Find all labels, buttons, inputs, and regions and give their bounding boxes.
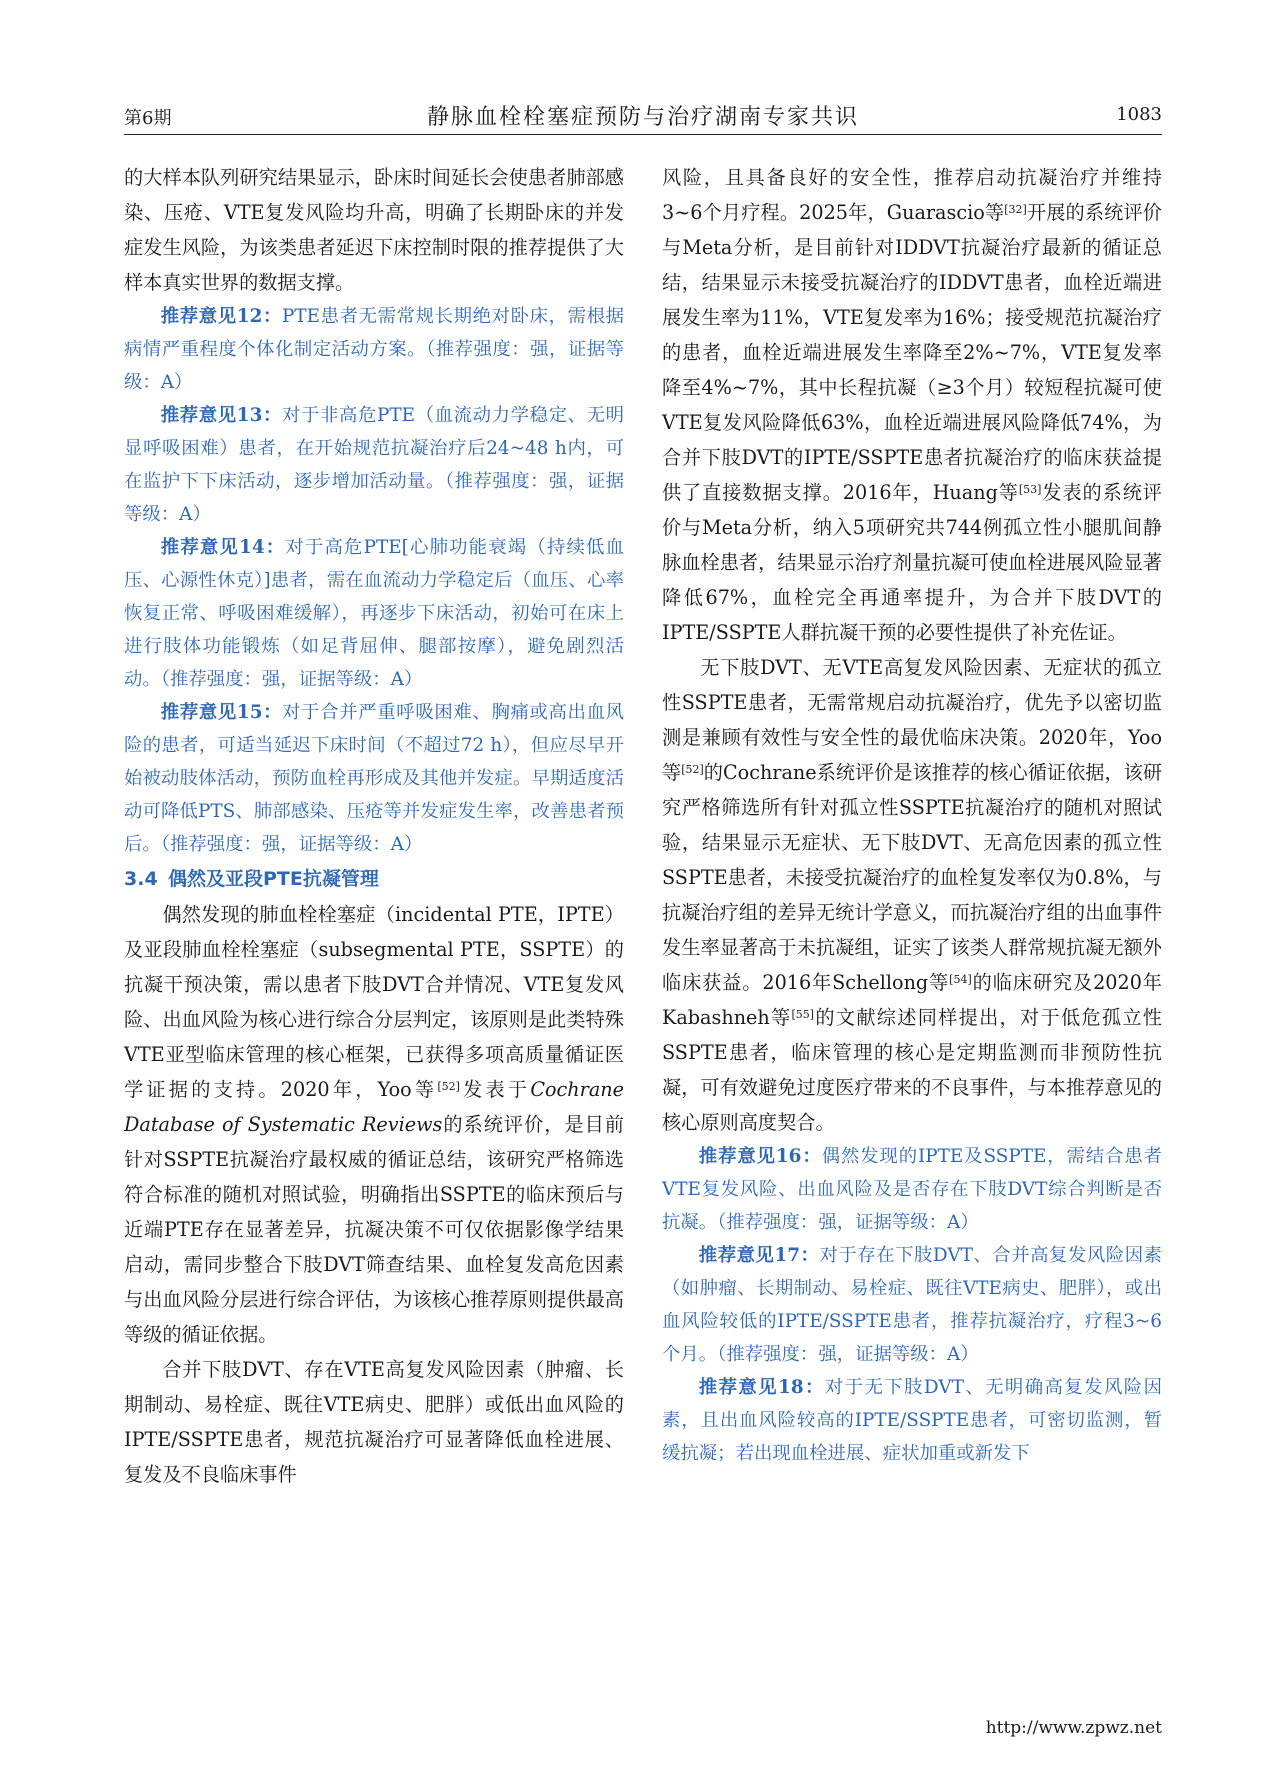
paragraph-text: 发表于 — [459, 1078, 531, 1101]
citation: [52] — [681, 763, 704, 776]
recommendation-text: 对于存在下肢DVT、合并高复发风险因素（如肿瘤、长期制动、易栓症、既往VTE病史、肥胖），或出血风险较低的IPTE/SSPTE患者，推荐抗凝治疗，疗程3~6个月。（推荐强度：强，证据等级：A） — [662, 1245, 1162, 1365]
paragraph-text: 偶然发现的肺血栓栓塞症（incidental PTE，IPTE）及亚段肺血栓栓塞症（subsegmental PTE，SSPTE）的抗凝干预决策，需以患者下肢DVT合并情况、VTE复发风险、出血风险为核心进行综合分层判定，该原则是此类特殊VTE亚型临床管理的核心框架，已获得多项高质量循证医学证据的支持。2020年，Yoo等 — [124, 903, 624, 1101]
left-column — [124, 160, 624, 1492]
section-heading — [124, 861, 624, 897]
recommendation-13 — [124, 399, 624, 531]
recommendation-label: 推荐意见17： — [698, 1245, 820, 1266]
recommendation-text: 对于高危PTE[心肺功能衰竭（持续低血压、心源性休克）]患者，需在血流动力学稳定后（血压、心率恢复正常、呼吸困难缓解），再逐步下床活动，初始可在床上进行肢体功能锻炼（如足背屈伸、腿部按摩），避免剧烈活动。（推荐强度：强，证据等级：A） — [124, 537, 624, 690]
journal-name: Cochrane Database of Systematic Reviews — [124, 1078, 624, 1136]
recommendation-14 — [124, 531, 624, 696]
page-number: 1083 — [1116, 104, 1162, 125]
paragraph-text: 发表的系统评价与Meta分析，纳入5项研究共744例孤立性小腿肌间静脉血栓患者，结果显示治疗剂量抗凝可使血栓进展风险显著降低67%，血栓完全再通率提升，为合并下肢DVT的IPTE/SSPTE人群抗凝干预的必要性提供了补充佐证。 — [662, 481, 1162, 644]
recommendation-17 — [662, 1239, 1162, 1371]
recommendation-label: 推荐意见15： — [160, 702, 283, 723]
recommendation-text: 对于非高危PTE（血流动力学稳定、无明显呼吸困难）患者，在开始规范抗凝治疗后24~48 h内，可在监护下下床活动，逐步增加活动量。（推荐强度：强，证据等级：A） — [124, 405, 624, 525]
right-column — [662, 160, 1162, 1470]
recommendation-label: 推荐意见14： — [160, 537, 286, 558]
recommendation-12 — [124, 300, 624, 399]
recommendation-18 — [662, 1371, 1162, 1470]
section-title: 偶然及亚段PTE抗凝管理 — [168, 868, 379, 890]
recommendation-16 — [662, 1140, 1162, 1239]
body-paragraph — [662, 650, 1162, 1140]
issue-number: 第6期 — [124, 108, 172, 129]
citation: [54] — [949, 973, 972, 986]
recommendation-label: 推荐意见13： — [160, 405, 282, 426]
recommendation-label: 推荐意见16： — [698, 1146, 822, 1167]
paragraph-text: 风险，且具备良好的安全性，推荐启动抗凝治疗并维持3~6个月疗程。2025年，Guarascio等 — [662, 166, 1162, 224]
citation: [55] — [791, 1008, 815, 1021]
body-paragraph — [662, 160, 1162, 650]
recommendation-label: 推荐意见18： — [698, 1377, 825, 1398]
paragraph-text: 的Cochrane系统评价是该推荐的核心循证依据，该研究严格筛选所有针对孤立性SSPTE抗凝治疗的随机对照试验，结果显示无症状、无下肢DVT、无高危因素的孤立性SSPTE患者，未接受抗凝治疗的血栓复发率仅为0.8%，与抗凝治疗组的差异无统计学意义，而抗凝治疗组的出血事件发生率显著高于未抗凝组，证实了该类人群常规抗凝无额外临床获益。2016年Schellong等 — [662, 761, 1163, 994]
running-header — [124, 96, 1162, 135]
body-paragraph: 合并下肢DVT、存在VTE高复发风险因素（肿瘤、长期制动、易栓症、既往VTE病史、肥胖）或低出血风险的IPTE/SSPTE患者，规范抗凝治疗可显著降低血栓进展、复发及不良临床事件 — [124, 1358, 624, 1486]
recommendation-text: 偶然发现的IPTE及SSPTE，需结合患者VTE复发风险、出血风险及是否存在下肢DVT综合判断是否抗凝。（推荐强度：强，证据等级：A） — [662, 1146, 1162, 1233]
citation: [53] — [1018, 483, 1042, 496]
body-paragraph: 的大样本队列研究结果显示，卧床时间延长会使患者肺部感染、压疮、VTE复发风险均升高，明确了长期卧床的并发症发生风险，为该类患者延迟下床控制时限的推荐提供了大样本真实世界的数据支撑。 — [124, 166, 624, 294]
paragraph-text: 无下肢DVT、无VTE高复发风险因素、无症状的孤立性SSPTE患者，无需常规启动抗凝治疗，优先予以密切监测是兼顾有效性与安全性的最优临床决策。2020年，Yoo等 — [662, 656, 1162, 784]
recommendation-text: PTE患者无需常规长期绝对卧床，需根据病情严重程度个体化制定活动方案。（推荐强度：强，证据等级：A） — [124, 306, 624, 393]
paragraph-text: 的文献综述同样提出，对于低危孤立性SSPTE患者，临床管理的核心是定期监测而非预防性抗凝，可有效避免过度医疗带来的不良事件，与本推荐意见的核心原则高度契合。 — [662, 1006, 1162, 1134]
recommendation-text: 对于无下肢DVT、无明确高复发风险因素，且出血风险较高的IPTE/SSPTE患者，可密切监测，暂缓抗凝；若出现血栓进展、症状加重或新发下 — [662, 1377, 1162, 1464]
paragraph-text: 开展的系统评价与Meta分析，是目前针对IDDVT抗凝治疗最新的循证总结，结果显示未接受抗凝治疗的IDDVT患者，血栓近端进展发生率为11%，VTE复发率为16%；接受规范抗凝治疗的患者，血栓近端进展发生率降至2%~7%，VTE复发率降至4%~7%，其中长程抗凝（≥3个月）较短程抗凝可使VTE复发风险降低63%，血栓近端进展风险降低74%，为合并下肢DVT的IPTE/SSPTE患者抗凝治疗的临床获益提供了直接数据支撑。2016年，Huang等 — [662, 201, 1162, 504]
paragraph-text: 的系统评价，是目前针对SSPTE抗凝治疗最权威的循证总结，该研究严格筛选符合标准的随机对照试验，明确指出SSPTE的临床预后与近端PTE存在显著差异，抗凝决策不可仅依据影像学结果启动，需同步整合下肢DVT筛查结果、血栓复发高危因素与出血风险分层进行综合评估，为该核心推荐原则提供最高等级的循证依据。 — [124, 1113, 624, 1346]
footer-url: http://www.zpwz.net — [985, 1718, 1162, 1738]
citation: [32] — [1004, 203, 1027, 216]
recommendation-label: 推荐意见12： — [160, 306, 282, 327]
paragraph-text: 的临床研究及2020年Kabashneh等 — [662, 971, 1162, 1029]
body-paragraph — [124, 897, 624, 1352]
section-number: 3.4 — [124, 868, 158, 890]
recommendation-text: 对于合并严重呼吸困难、胸痛或高出血风险的患者，可适当延迟下床时间（不超过72 h），但应尽早开始被动肢体活动，预防血栓再形成及其他并发症。早期适度活动可降低PTS、肺部感染、压疮等并发症发生率，改善患者预后。（推荐强度：强，证据等级：A） — [124, 702, 624, 855]
citation: [52] — [437, 1080, 460, 1093]
recommendation-15 — [124, 696, 624, 861]
journal-running-title: 静脉血栓栓塞症预防与治疗湖南专家共识 — [426, 105, 859, 130]
